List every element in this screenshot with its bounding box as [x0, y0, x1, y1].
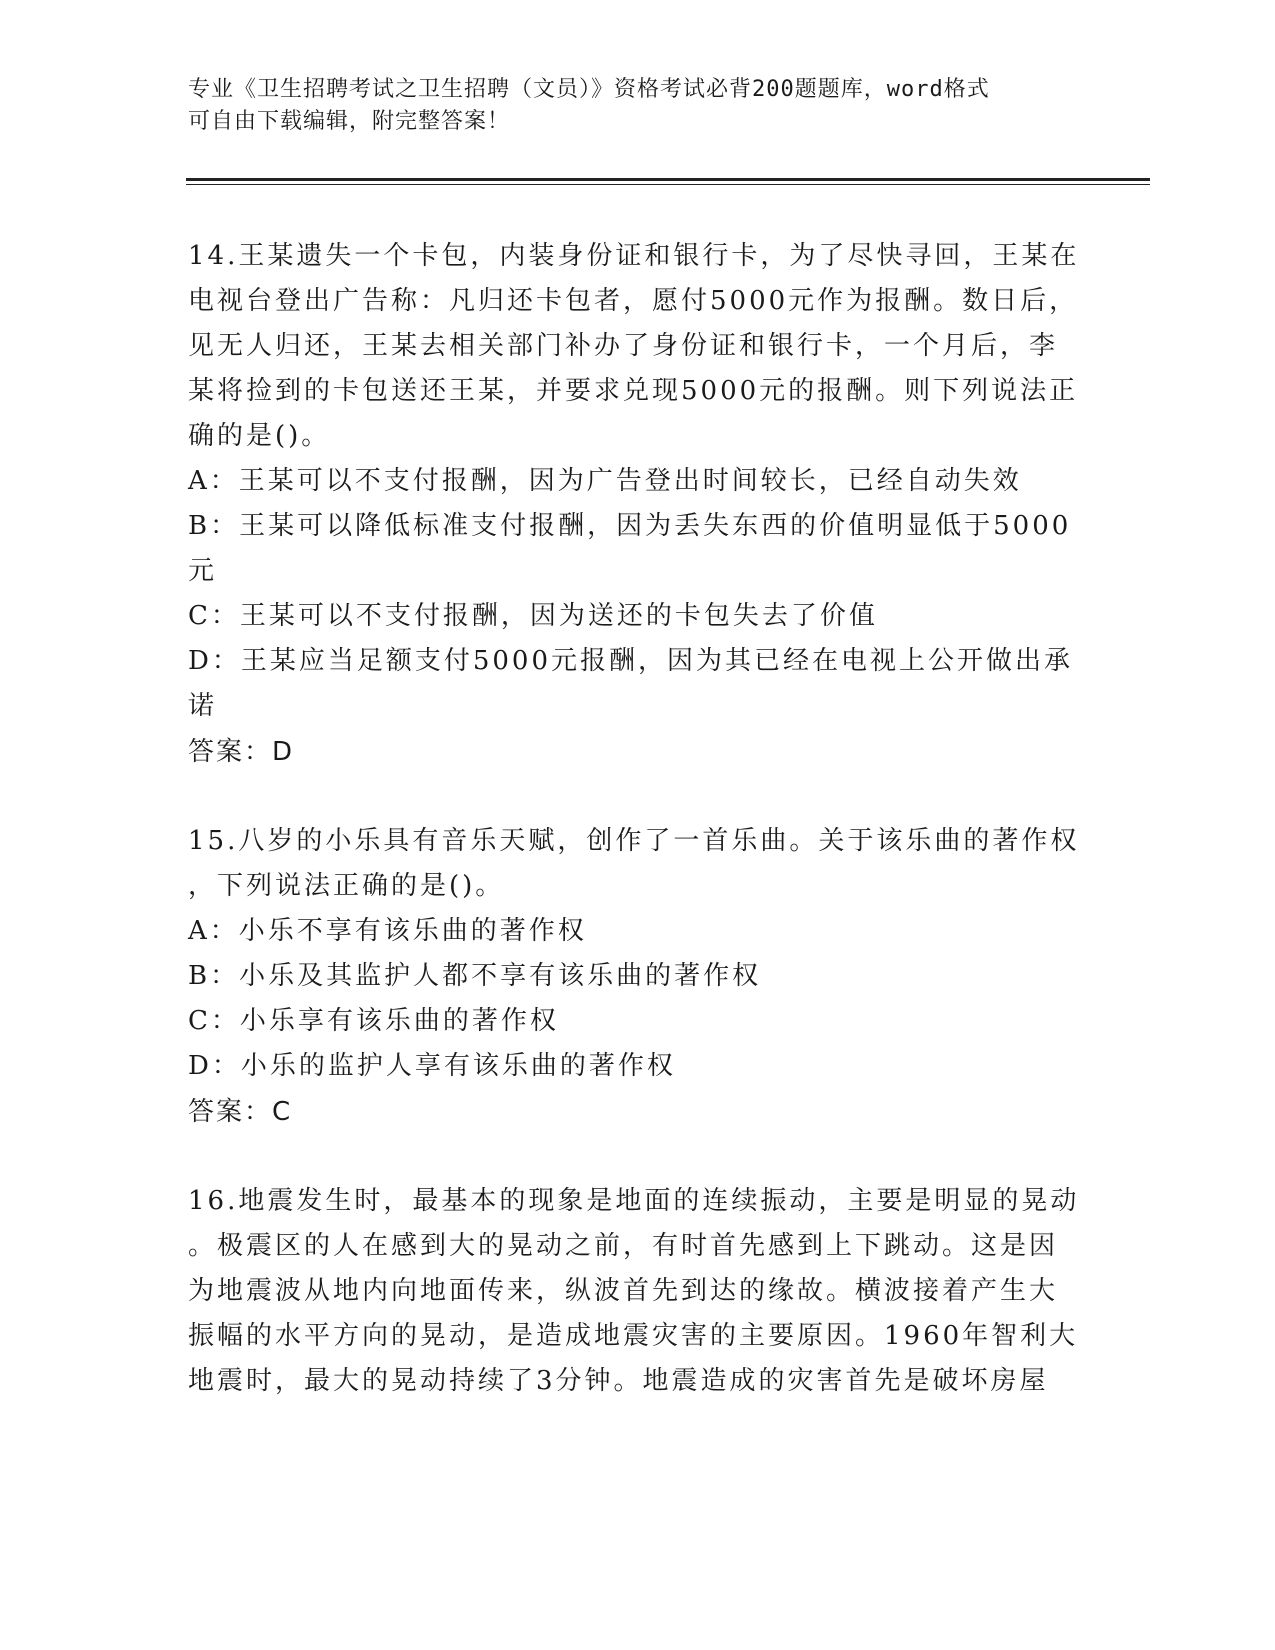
- option-a: A：王某可以不支付报酬，因为广告登出时间较长，已经自动失效: [188, 466, 1022, 496]
- option-c: C：王某可以不支付报酬，因为送还的卡包失去了价值: [188, 601, 878, 631]
- header-divider-thick: [186, 178, 1150, 181]
- header-line-1: 专业《卫生招聘考试之卫生招聘（文员）》资格考试必背200题题库，word格式: [188, 77, 990, 102]
- question-text-line: 地震时，最大的晃动持续了3分钟。地震造成的灾害首先是破坏房屋: [188, 1366, 1049, 1396]
- document-header: [188, 74, 1068, 138]
- option-b: B：小乐及其监护人都不享有该乐曲的著作权: [188, 961, 762, 991]
- question-text-line: 电视台登出广告称：凡归还卡包者，愿付5000元作为报酬。数日后，: [188, 286, 1079, 316]
- answer-label: 答案：C: [188, 1097, 293, 1127]
- option-a: A：小乐不享有该乐曲的著作权: [188, 916, 587, 946]
- header-line-2: 可自由下载编辑，附完整答案！: [188, 109, 511, 134]
- question-text-line: 。极震区的人在感到大的晃动之前，有时首先感到上下跳动。这是因: [188, 1231, 1059, 1261]
- option-b: B：王某可以降低标准支付报酬，因为丢失东西的价值明显低于5000: [188, 511, 1072, 541]
- question-text-line: ，下列说法正确的是()。: [188, 871, 505, 901]
- option-b-continued: 元: [188, 556, 218, 586]
- question-14: [188, 234, 1080, 775]
- question-text-line: 16.地震发生时，最基本的现象是地面的连续振动，主要是明显的晃动: [188, 1186, 1080, 1216]
- option-d: D：王某应当足额支付5000元报酬，因为其已经在电视上公开做出承: [188, 646, 1074, 676]
- question-text-line: 14.王某遗失一个卡包，内装身份证和银行卡，为了尽快寻回，王某在: [188, 241, 1080, 271]
- option-d-continued: 诺: [188, 691, 218, 721]
- answer-label: 答案：D: [188, 737, 295, 767]
- question-list: [188, 234, 1080, 1448]
- question-text-line: 见无人归还，王某去相关部门补办了身份证和银行卡，一个月后，李: [188, 331, 1059, 361]
- option-d: D：小乐的监护人享有该乐曲的著作权: [188, 1051, 676, 1081]
- question-text-line: 为地震波从地内向地面传来，纵波首先到达的缘故。横波接着产生大: [188, 1276, 1059, 1306]
- question-text-line: 确的是()。: [188, 421, 331, 451]
- question-16: [188, 1179, 1080, 1404]
- option-c: C：小乐享有该乐曲的著作权: [188, 1006, 559, 1036]
- question-text-line: 振幅的水平方向的晃动，是造成地震灾害的主要原因。1960年智利大: [188, 1321, 1079, 1351]
- question-text-line: 某将捡到的卡包送还王某，并要求兑现5000元的报酬。则下列说法正: [188, 376, 1079, 406]
- header-divider-thin: [186, 184, 1150, 185]
- question-15: [188, 819, 1080, 1135]
- question-text-line: 15.八岁的小乐具有音乐天赋，创作了一首乐曲。关于该乐曲的著作权: [188, 826, 1080, 856]
